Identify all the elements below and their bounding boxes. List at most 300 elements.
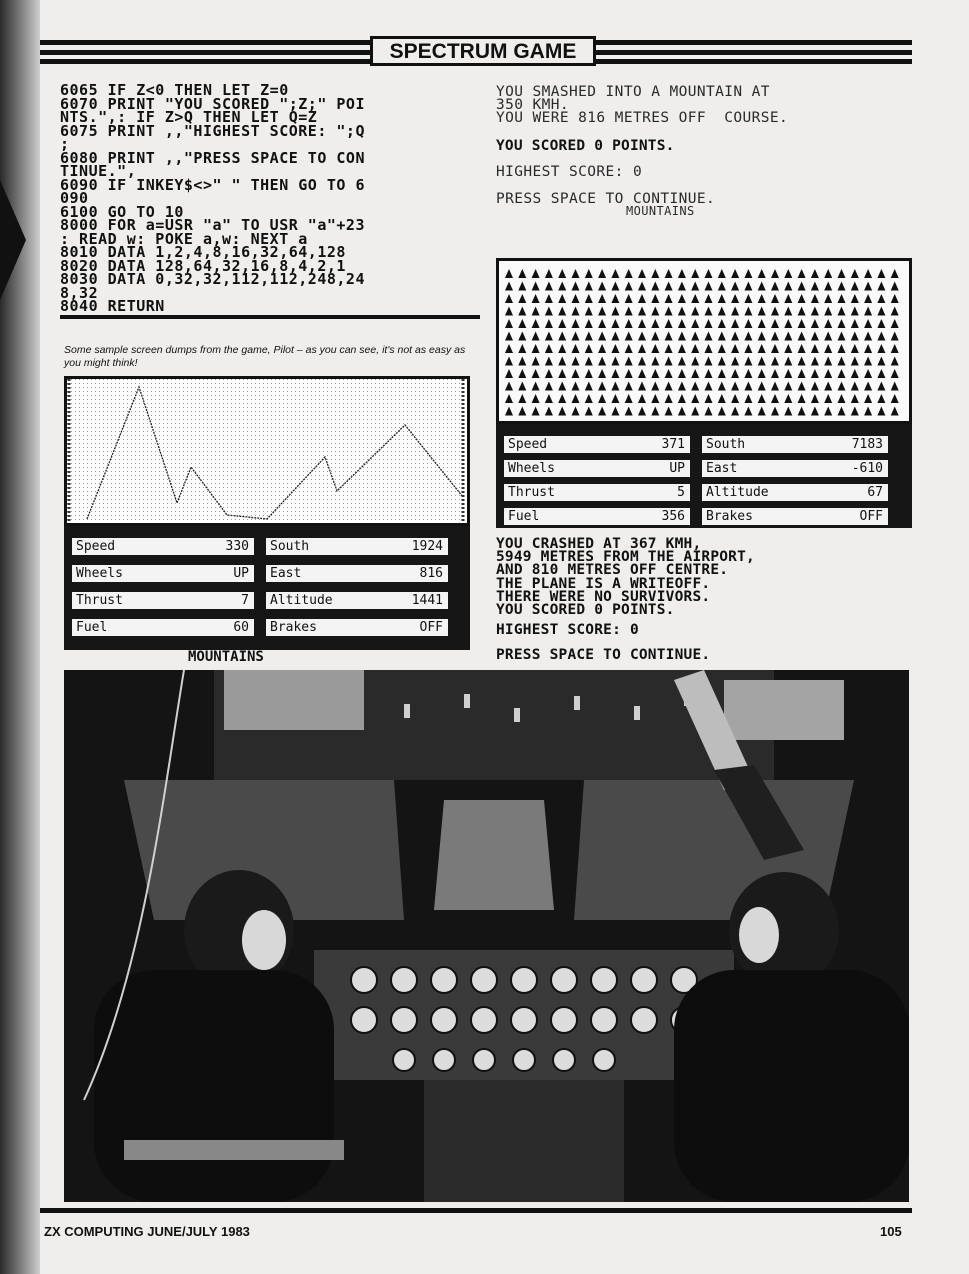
tree-icon — [731, 394, 739, 403]
tree-icon — [532, 332, 540, 341]
status-label: East — [270, 566, 302, 581]
screen2-label: MOUNTAINS — [626, 204, 695, 218]
tree-icon — [665, 382, 673, 391]
tree-icon — [691, 319, 699, 328]
tree-icon — [744, 319, 752, 328]
tree-icon — [665, 269, 673, 278]
tree-icon — [824, 269, 832, 278]
tree-icon — [705, 307, 713, 316]
tree-icon — [532, 382, 540, 391]
tree-icon — [598, 282, 606, 291]
tree-icon — [625, 357, 633, 366]
status-value: 5 — [677, 485, 685, 500]
status-value: 7 — [241, 593, 249, 608]
code-line: 6090 IF INKEY$<>" " THEN GO TO 6 — [60, 175, 365, 194]
tree-icon — [518, 369, 526, 378]
tree-icon — [691, 382, 699, 391]
tree-icon — [585, 319, 593, 328]
tree-icon — [651, 282, 659, 291]
tree-icon — [784, 294, 792, 303]
tree-icon — [585, 332, 593, 341]
tree-icon — [505, 394, 513, 403]
tree-icon — [625, 269, 633, 278]
crash-line: YOU SCORED 0 POINTS. — [496, 602, 675, 619]
tree-icon — [532, 344, 540, 353]
tree-icon — [864, 407, 872, 416]
tree-icon — [731, 344, 739, 353]
code-line: 8000 FOR a=USR "a" TO USR "a"+23 — [60, 216, 365, 234]
code-line: 6070 PRINT "YOU SCORED ";Z;" POI — [60, 94, 365, 113]
code-line: TINUE.", — [60, 162, 137, 180]
tree-icon — [532, 294, 540, 303]
tree-icon — [545, 294, 553, 303]
tree-icon — [611, 269, 619, 278]
tree-icon — [891, 307, 899, 316]
code-listing — [60, 81, 480, 315]
tree-icon — [864, 344, 872, 353]
tree-icon — [758, 282, 766, 291]
tree-icon — [798, 269, 806, 278]
tree-icon — [651, 394, 659, 403]
tree-icon — [811, 282, 819, 291]
tree-icon — [824, 344, 832, 353]
tree-icon — [572, 332, 580, 341]
tree-icon — [545, 344, 553, 353]
tree-icon — [665, 344, 673, 353]
page-number: 105 — [880, 1224, 902, 1239]
tree-icon — [705, 282, 713, 291]
tree-icon — [811, 332, 819, 341]
tree-icon — [877, 369, 885, 378]
tree-icon — [558, 369, 566, 378]
tree-icon — [518, 344, 526, 353]
tree-icon — [811, 319, 819, 328]
tree-icon — [572, 394, 580, 403]
tree-icon — [891, 407, 899, 416]
tree-icon — [771, 269, 779, 278]
tree-icon — [678, 319, 686, 328]
tree-icon — [798, 382, 806, 391]
tree-icon — [784, 319, 792, 328]
tree-icon — [744, 369, 752, 378]
highest-score-line: HIGHEST SCORE: 0 — [496, 164, 643, 180]
tree-icon — [585, 369, 593, 378]
tree-icon — [691, 357, 699, 366]
tree-icon — [891, 319, 899, 328]
tree-icon — [532, 369, 540, 378]
tree-icon — [824, 282, 832, 291]
tree-icon — [718, 269, 726, 278]
tree-icon — [598, 394, 606, 403]
tree-icon — [558, 407, 566, 416]
crash-line: AND 810 METRES OFF CENTRE. — [496, 562, 729, 579]
tree-icon — [518, 382, 526, 391]
status-label: South — [270, 539, 310, 554]
crash-line: YOU CRASHED AT 367 KMH, — [496, 536, 702, 552]
tree-icon — [665, 357, 673, 366]
tree-icon — [811, 294, 819, 303]
tree-icon — [877, 307, 885, 316]
tree-icon — [877, 394, 885, 403]
tree-icon — [678, 294, 686, 303]
status-east — [702, 460, 888, 477]
tree-icon — [824, 382, 832, 391]
tree-icon — [744, 357, 752, 366]
tree-icon — [572, 407, 580, 416]
tree-icon — [665, 294, 673, 303]
status-label: Thrust — [508, 485, 555, 500]
tree-icon — [838, 319, 846, 328]
tree-icon — [744, 269, 752, 278]
tree-icon — [691, 394, 699, 403]
tree-icon — [611, 344, 619, 353]
tree-icon — [625, 282, 633, 291]
tree-icon — [611, 369, 619, 378]
tree-icon — [625, 394, 633, 403]
score-line: YOU SCORED 0 POINTS. — [496, 138, 675, 154]
tree-icon — [771, 394, 779, 403]
tree-icon — [691, 294, 699, 303]
tree-icon — [784, 407, 792, 416]
tree-icon — [598, 344, 606, 353]
tree-icon — [611, 294, 619, 303]
tree-icon — [731, 332, 739, 341]
tree-icon — [758, 344, 766, 353]
tree-icon — [811, 394, 819, 403]
tree-icon — [838, 344, 846, 353]
tree-icon — [638, 369, 646, 378]
cockpit-photograph — [64, 670, 909, 1202]
tree-icon — [545, 407, 553, 416]
crash-message — [496, 538, 916, 617]
status-brakes — [266, 619, 448, 636]
tree-icon — [505, 307, 513, 316]
tree-icon — [598, 269, 606, 278]
tree-icon — [731, 357, 739, 366]
tree-icon — [718, 319, 726, 328]
tree-icon — [505, 269, 513, 278]
tree-icon — [731, 369, 739, 378]
tree-icon — [864, 269, 872, 278]
tree-icon — [705, 294, 713, 303]
tree-icon — [864, 369, 872, 378]
tree-icon — [811, 407, 819, 416]
tree-icon — [824, 357, 832, 366]
tree-icon — [651, 369, 659, 378]
tree-icon — [585, 357, 593, 366]
code-line: 6100 GO TO 10 — [60, 202, 184, 221]
tree-icon — [891, 332, 899, 341]
tree-icon — [771, 307, 779, 316]
tree-icon — [558, 357, 566, 366]
status-value: 816 — [419, 566, 443, 581]
tree-icon — [784, 307, 792, 316]
tree-icon — [744, 344, 752, 353]
status-value: 60 — [233, 620, 249, 635]
tree-icon — [824, 319, 832, 328]
tree-icon — [744, 294, 752, 303]
tree-icon — [532, 282, 540, 291]
tree-icon — [838, 369, 846, 378]
tree-icon — [758, 269, 766, 278]
code-divider — [60, 315, 480, 319]
tree-icon — [585, 307, 593, 316]
tree-icon — [638, 357, 646, 366]
tree-icon — [585, 344, 593, 353]
tree-icon — [838, 332, 846, 341]
tree-icon — [572, 282, 580, 291]
tree-icon — [678, 344, 686, 353]
tree-icon — [532, 269, 540, 278]
figure-caption: Some sample screen dumps from the game, Pilot – as you can see, it's not as easy as you might think! — [64, 344, 466, 369]
tree-icon — [758, 332, 766, 341]
tree-icon — [505, 344, 513, 353]
tree-icon — [558, 382, 566, 391]
tree-icon — [585, 382, 593, 391]
tree-icon — [505, 382, 513, 391]
tree-icon — [851, 319, 859, 328]
tree-icon — [824, 394, 832, 403]
tree-icon — [771, 357, 779, 366]
tree-icon — [811, 269, 819, 278]
tree-icon — [651, 382, 659, 391]
tree-icon — [784, 394, 792, 403]
tree-icon — [558, 394, 566, 403]
status-label: Speed — [76, 539, 116, 554]
tree-icon — [651, 407, 659, 416]
tree-icon — [851, 269, 859, 278]
tree-icon — [811, 344, 819, 353]
tree-icon — [851, 407, 859, 416]
tree-icon — [798, 319, 806, 328]
tree-icon — [638, 269, 646, 278]
tree-icon — [691, 269, 699, 278]
press-space-line: PRESS SPACE TO CONTINUE. — [496, 191, 716, 207]
code-line: 8020 DATA 128,64,32,16,8,4,2,1 — [60, 256, 346, 275]
tree-icon — [598, 332, 606, 341]
status-label: Thrust — [76, 593, 123, 608]
tree-icon — [651, 269, 659, 278]
tree-icon — [891, 294, 899, 303]
crash-line: THERE WERE NO SURVIVORS. — [496, 588, 711, 605]
code-line: 8010 DATA 1,2,4,8,16,32,64,128 — [60, 243, 346, 261]
tree-icon — [798, 407, 806, 416]
tree-icon — [864, 282, 872, 291]
tree-icon — [877, 282, 885, 291]
tree-icon — [744, 382, 752, 391]
tree-icon — [665, 282, 673, 291]
tree-icon — [611, 382, 619, 391]
status-value: UP — [669, 461, 685, 476]
tree-icon — [771, 407, 779, 416]
tree-icon — [505, 407, 513, 416]
tree-icon — [545, 319, 553, 328]
tree-icon — [691, 282, 699, 291]
status-altitude — [702, 484, 888, 501]
code-line: 6065 IF Z<0 THEN LET Z=0 — [60, 81, 289, 99]
tree-icon — [771, 344, 779, 353]
status-fuel — [72, 619, 254, 636]
status-label: South — [706, 437, 746, 452]
tree-icon — [598, 294, 606, 303]
tree-icon — [758, 407, 766, 416]
tree-icon — [718, 382, 726, 391]
status-label: Speed — [508, 437, 548, 452]
screen1-label: MOUNTAINS — [188, 649, 264, 665]
tree-icon — [598, 307, 606, 316]
tree-icon — [731, 407, 739, 416]
tree-icon — [851, 394, 859, 403]
tree-icon — [771, 369, 779, 378]
tree-icon — [665, 407, 673, 416]
tree-icon — [838, 269, 846, 278]
code-line: NTS.",: IF Z>Q THEN LET Q=Z — [60, 108, 318, 126]
tree-icon — [731, 382, 739, 391]
tree-icon — [811, 382, 819, 391]
tree-icon — [558, 282, 566, 291]
tree-icon — [665, 307, 673, 316]
tree-icon — [758, 319, 766, 328]
tree-icon — [891, 269, 899, 278]
tree-icon — [705, 369, 713, 378]
tree-icon — [691, 407, 699, 416]
tree-icon — [705, 394, 713, 403]
tree-icon — [625, 319, 633, 328]
tree-icon — [851, 357, 859, 366]
tree-icon — [665, 319, 673, 328]
tree-icon — [824, 407, 832, 416]
tree-icon — [771, 282, 779, 291]
tree-icon — [505, 357, 513, 366]
tree-icon — [877, 407, 885, 416]
tree-icon — [731, 319, 739, 328]
tree-icon — [784, 269, 792, 278]
code-line: 090 — [60, 189, 89, 207]
arrow-marker-icon — [0, 180, 26, 300]
tree-icon — [691, 307, 699, 316]
tree-icon — [891, 282, 899, 291]
tree-icon — [545, 269, 553, 278]
status-label: Brakes — [706, 509, 753, 524]
code-line: 6080 PRINT ,,"PRESS SPACE TO CON — [60, 148, 365, 167]
tree-icon — [598, 369, 606, 378]
tree-icon — [864, 307, 872, 316]
tree-icon — [718, 307, 726, 316]
tree-icon — [505, 369, 513, 378]
tree-icon — [611, 319, 619, 328]
tree-icon — [824, 294, 832, 303]
tree-icon — [851, 294, 859, 303]
tree-icon — [625, 344, 633, 353]
tree-icon — [758, 369, 766, 378]
tree-icon — [572, 307, 580, 316]
tree-icon — [798, 344, 806, 353]
tree-icon — [678, 269, 686, 278]
tree-icon — [558, 294, 566, 303]
tree-icon — [864, 394, 872, 403]
tree-icon — [851, 282, 859, 291]
tree-icon — [611, 394, 619, 403]
status-label: East — [706, 461, 738, 476]
tree-icon — [718, 332, 726, 341]
tree-icon — [851, 382, 859, 391]
tree-icon — [864, 357, 872, 366]
tree-icon — [545, 307, 553, 316]
tree-icon — [838, 357, 846, 366]
tree-icon — [798, 294, 806, 303]
status-brakes — [702, 508, 888, 525]
tree-icon — [598, 382, 606, 391]
tree-icon — [705, 407, 713, 416]
tree-icon — [798, 394, 806, 403]
tree-icon — [851, 332, 859, 341]
tree-icon — [545, 369, 553, 378]
tree-icon — [744, 407, 752, 416]
tree-icon — [518, 332, 526, 341]
tree-icon — [505, 332, 513, 341]
tree-icon — [891, 344, 899, 353]
tree-icon — [838, 407, 846, 416]
tree-icon — [705, 382, 713, 391]
status-label: Altitude — [706, 485, 769, 500]
tree-icon — [877, 344, 885, 353]
tree-icon — [731, 282, 739, 291]
tree-icon — [651, 332, 659, 341]
tree-icon — [665, 332, 673, 341]
tree-icon — [558, 307, 566, 316]
tree-icon — [611, 357, 619, 366]
message-line: YOU SMASHED INTO A MOUNTAIN AT — [496, 84, 770, 100]
tree-icon — [638, 282, 646, 291]
status-label: Wheels — [508, 461, 555, 476]
tree-icon — [611, 307, 619, 316]
tree-icon — [691, 332, 699, 341]
tree-icon — [638, 332, 646, 341]
tree-icon — [758, 294, 766, 303]
tree-icon — [784, 369, 792, 378]
tree-icon — [611, 407, 619, 416]
tree-icon — [798, 332, 806, 341]
tree-icon — [731, 307, 739, 316]
status-value: 356 — [661, 509, 685, 524]
press-space-line-2: PRESS SPACE TO CONTINUE. — [496, 647, 711, 663]
tree-icon — [864, 294, 872, 303]
tree-icon — [851, 344, 859, 353]
tree-icon — [532, 307, 540, 316]
status-value: 1441 — [411, 593, 443, 608]
code-line: 8030 DATA 0,32,32,112,112,248,24 — [60, 270, 365, 288]
tree-icon — [705, 357, 713, 366]
tree-icon — [891, 382, 899, 391]
tree-icon — [585, 294, 593, 303]
tree-icon — [877, 357, 885, 366]
tree-icon — [532, 357, 540, 366]
tree-icon — [505, 294, 513, 303]
tree-icon — [864, 332, 872, 341]
tree-icon — [784, 344, 792, 353]
status-value: 67 — [867, 485, 883, 500]
tree-icon — [558, 344, 566, 353]
tree-icon — [705, 269, 713, 278]
tree-icon — [771, 332, 779, 341]
tree-icon — [705, 332, 713, 341]
code-line: : READ w: POKE a,w: NEXT a — [60, 229, 308, 248]
tree-icon — [718, 344, 726, 353]
tree-icon — [678, 357, 686, 366]
tree-icon — [811, 357, 819, 366]
tree-icon — [598, 357, 606, 366]
tree-icon — [877, 319, 885, 328]
